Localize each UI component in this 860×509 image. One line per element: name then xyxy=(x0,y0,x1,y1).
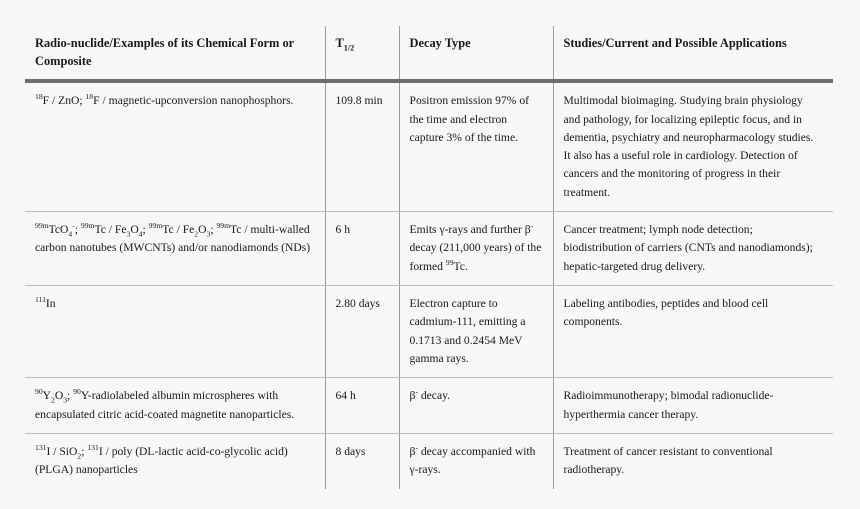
cell-decay-type: Emits γ-rays and further β- decay (211,000 years) of the formed $^{99}$Tc. xyxy=(399,212,553,286)
cell-half-life: 8 days xyxy=(325,433,399,488)
cell-radionuclide: $^{111}$In xyxy=(25,286,325,378)
cell-applications: Multimodal bioimaging. Studying brain physiology and pathology, for localizing epileptic focus, and in dementia, psychiatry and neuropharmacology studies. It also has a useful role in cardiology. Detection of cancers and the monitoring of progress in their treatment. xyxy=(553,81,833,211)
header-row xyxy=(25,26,833,81)
column-header-half-life xyxy=(325,26,399,81)
cell-half-life: 6 h xyxy=(325,212,399,286)
table-row xyxy=(25,81,833,211)
cell-half-life: 109.8 min xyxy=(325,81,399,211)
cell-half-life: 2.80 days xyxy=(325,286,399,378)
cell-radionuclide: $^{131}$I / SiO$_2$; $^{131}$I / poly (DL-lactic acid-co-glycolic acid) (PLGA) nanoparticles xyxy=(35,443,288,477)
column-header-radionuclide: Radio-nuclide/Examples of its Chemical Form or Composite xyxy=(25,26,325,81)
cell-decay-type: β- decay accompanied with γ-rays. xyxy=(399,433,553,488)
table-row xyxy=(25,212,833,286)
cell-half-life: 64 h xyxy=(325,378,399,434)
cell-applications: Treatment of cancer resistant to conventional radiotherapy. xyxy=(553,433,833,488)
cell-applications: Radioimmunotherapy; bimodal radionuclide-hyperthermia cancer therapy. xyxy=(553,378,833,434)
table-body xyxy=(25,81,833,488)
column-header-decay-type: Decay Type xyxy=(399,26,553,81)
half-life-symbol: T xyxy=(335,36,344,50)
cell-decay-type: Positron emission 97% of the time and electron capture 3% of the time. xyxy=(399,81,553,211)
table-row xyxy=(25,378,833,434)
cell-decay-type: Electron capture to cadmium-111, emitting a 0.1713 and 0.2454 MeV gamma rays. xyxy=(399,286,553,378)
cell-applications: Cancer treatment; lymph node detection; biodistribution of carriers (CNTs and nanodiamonds); hepatic-targeted drug delivery. xyxy=(553,212,833,286)
column-header-applications: Studies/Current and Possible Applications xyxy=(553,26,833,81)
cell-applications: Labeling antibodies, peptides and blood cell components. xyxy=(553,286,833,378)
cell-radionuclide: $^{99m}$TcO$_4$-; $^{99m}Tc / Fe_3O_4$; $^{99m}Tc / Fe_2O_3$; $^{99m}$Tc / multi-walled carbon nanotubes (MWCNTs) and/or nanodiamonds (NDs) xyxy=(25,212,325,286)
cell-decay-type: β- decay. xyxy=(399,378,553,434)
cell-radionuclide: $^{90}Y_2O_3$; $^{90}$Y-radiolabeled albumin microspheres with encapsulated citric acid-coated magnetite nanoparticles. xyxy=(25,378,325,434)
table-row xyxy=(25,286,833,378)
half-life-subscript: 1/2 xyxy=(343,43,355,53)
radionuclide-table xyxy=(25,26,833,489)
table-header xyxy=(25,26,833,81)
cell-radionuclide: $^{18}$F / ZnO; $^{18}$F / magnetic-upconversion nanophosphors. xyxy=(25,81,325,211)
table-row xyxy=(25,433,833,488)
